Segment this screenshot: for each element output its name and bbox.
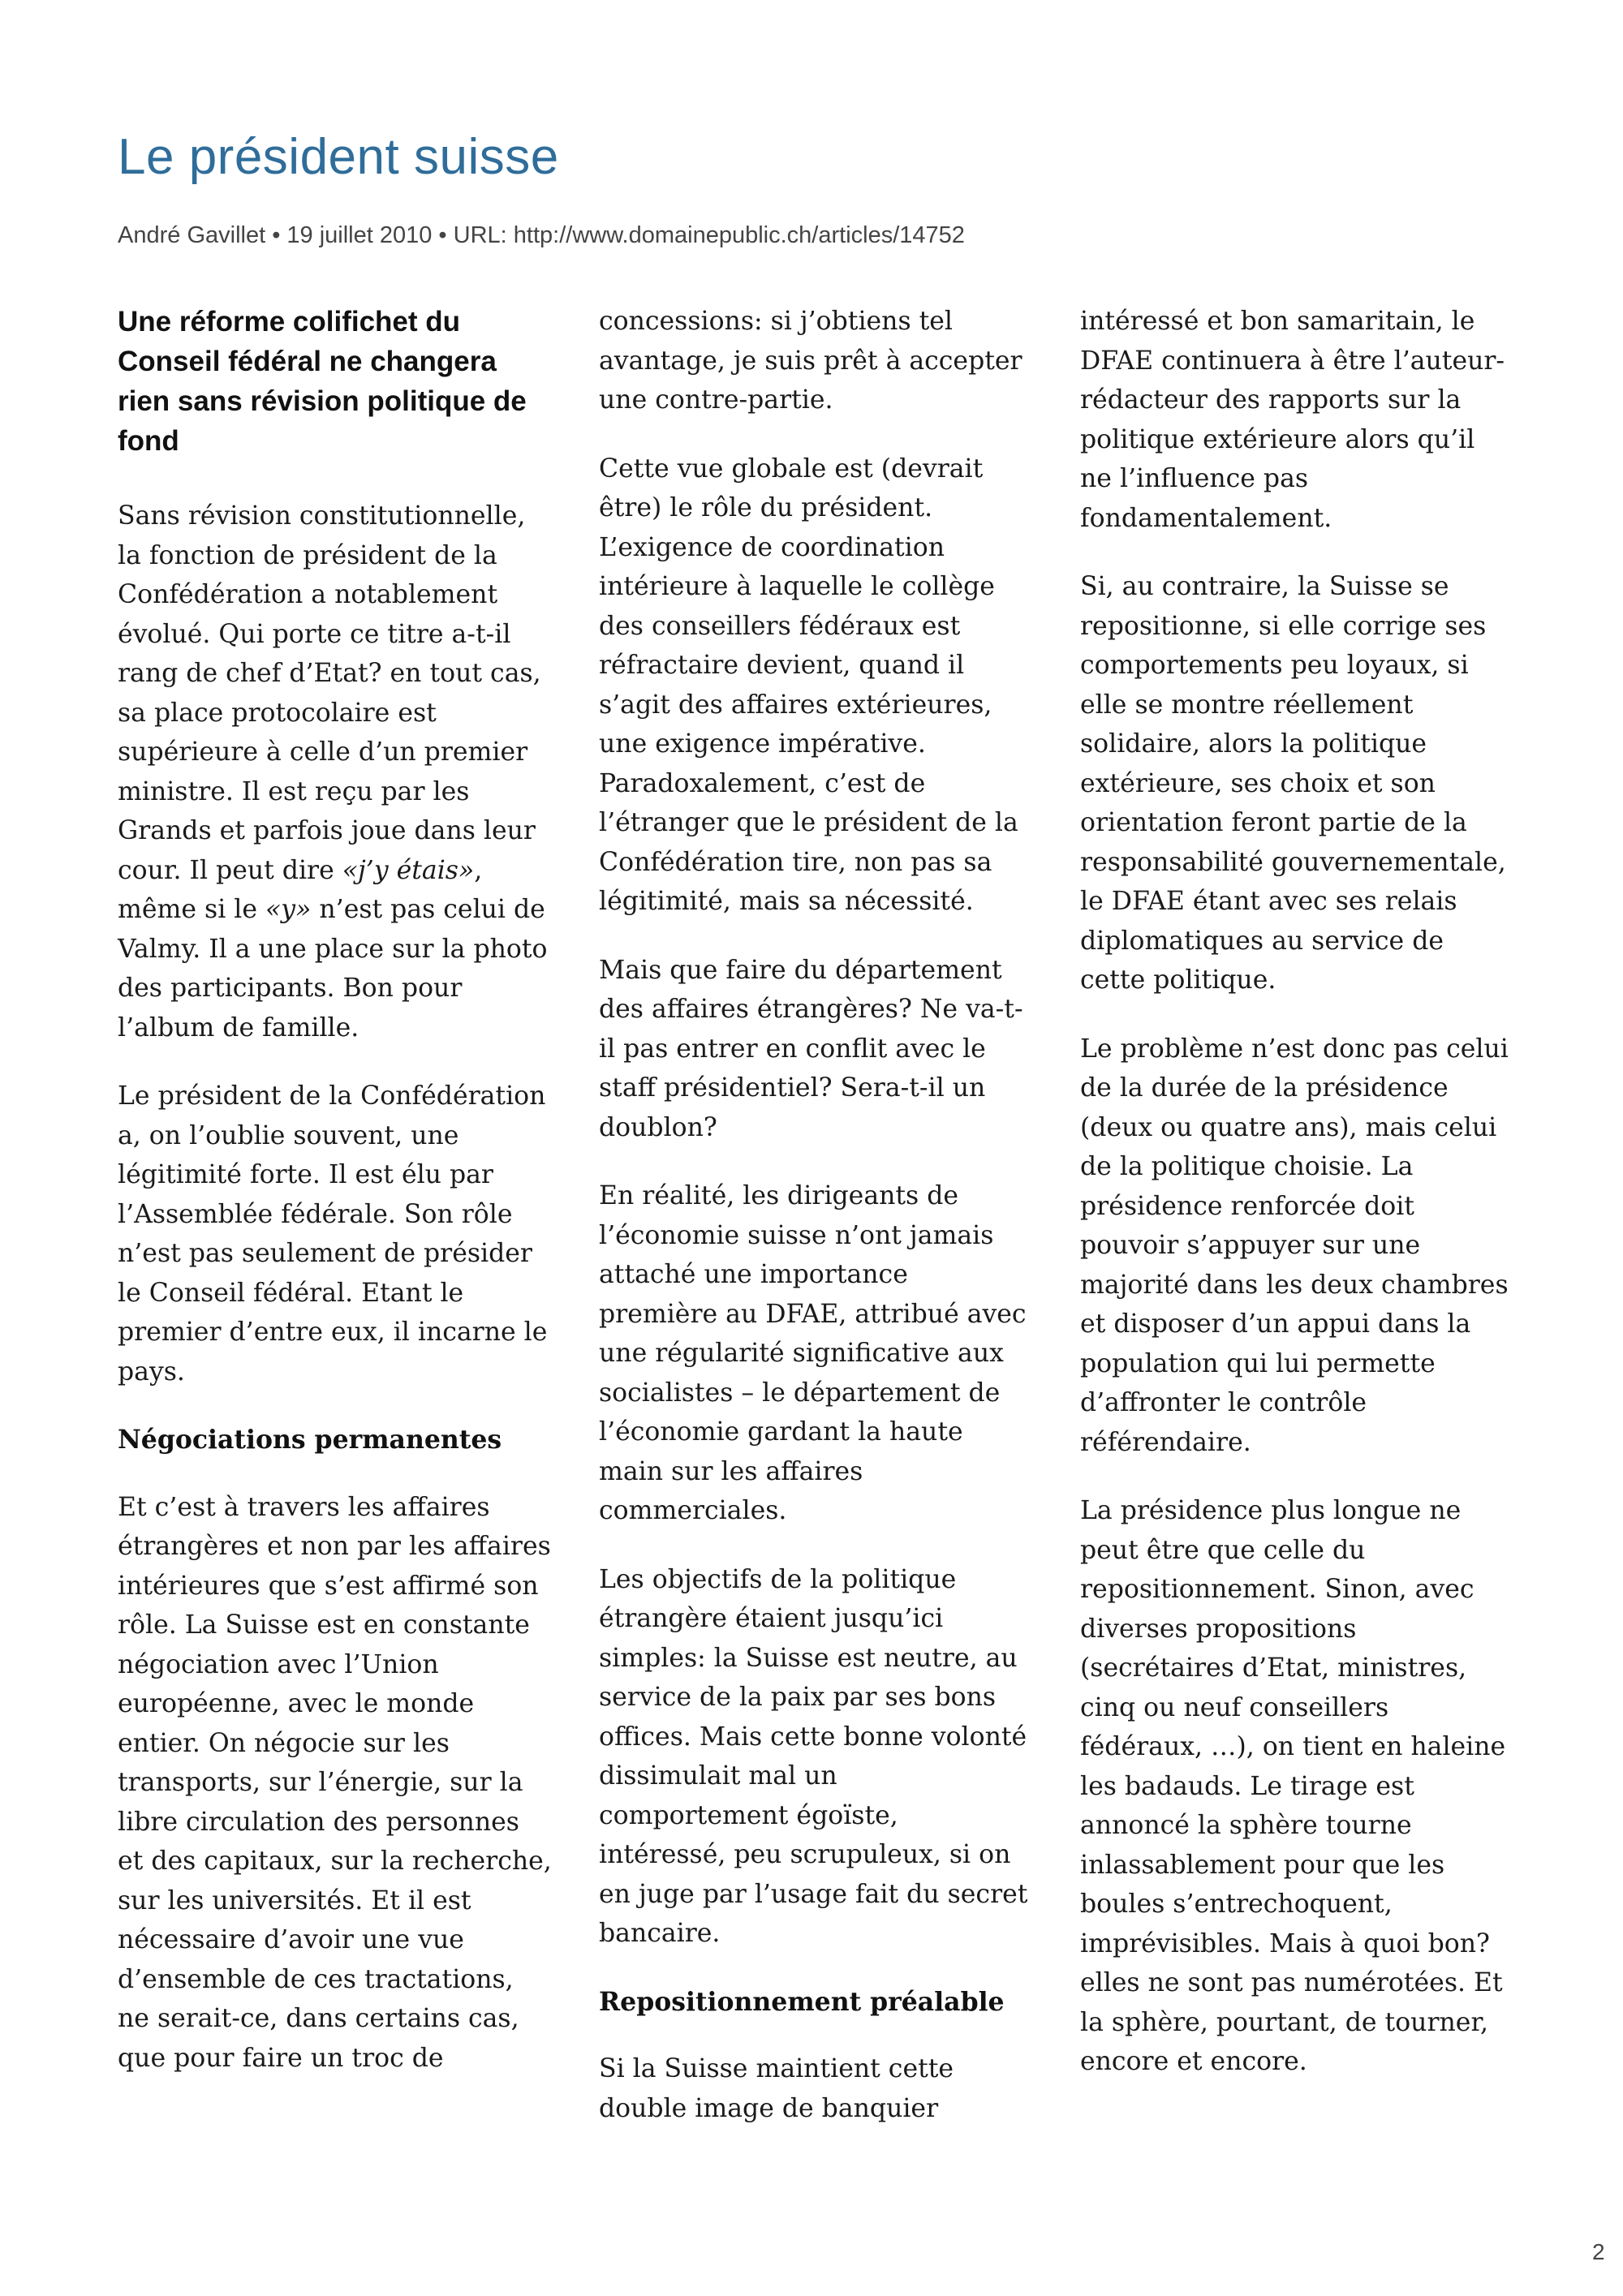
paragraph: intéressé et bon samaritain, le DFAE continuera à être l’auteur-rédacteur des rapports sur la politique extérieure alors qu’il ne l’influence pas fondamentalement. bbox=[1080, 307, 1505, 533]
paragraph: Et c’est à travers les affaires étrangères et non par les affaires intérieures que s’est affirmé son rôle. La Suisse est en constante négociation avec l’Union européenne, avec le monde entier. On négocie sur les transports, sur l’énergie, sur la libre circulation des personnes et des capitaux, sur la recherche, sur les universités. Et il est nécessaire d’avoir une vue d’ensemble de ces tractations, ne serait-ce, dans certains cas, que pour faire un troc de bbox=[118, 1492, 552, 2073]
paragraph-text: Sans révision constitutionnelle, la fonction de président de la Confédération a notablement évolué. Qui porte ce titre a-t-il rang de chef d’Etat? en tout cas, sa place protocolaire est supérieure à celle d’un premier ministre. Il est reçu par les Grands et parfois joue dans leur cour. Il peut dire bbox=[118, 501, 541, 885]
quote-text: «y» bbox=[265, 895, 312, 924]
paragraph: Cette vue globale est (devrait être) le rôle du président. L’exigence de coordination intérieure à laquelle le collège des conseillers fédéraux est réfractaire devient, quand il s’agit des affaires extérieures, une exigence impérative. Paradoxalement, c’est de l’étranger que le président de la Confédération tire, non pas sa légitimité, mais sa nécessité. bbox=[599, 454, 1018, 916]
column-2 bbox=[599, 302, 1033, 2157]
paragraph bbox=[118, 497, 552, 1047]
article-byline: André Gavillet • 19 juillet 2010 • URL: http://www.domainepublic.ch/articles/14752 bbox=[118, 222, 965, 248]
paragraph-text: n’est pas celui de Valmy. Il a une place sur la photo des participants. Bon pour l’album de famille. bbox=[118, 895, 548, 1043]
article-title: Le président suisse bbox=[118, 129, 559, 185]
column-3 bbox=[1080, 302, 1514, 2111]
paragraph-text: , même si le bbox=[118, 855, 483, 924]
paragraph: Si la Suisse maintient cette double image de banquier bbox=[599, 2054, 954, 2123]
subheading-negociations: Négociations permanentes bbox=[118, 1425, 502, 1455]
article-lede: Une réforme colifichet du Conseil fédéral ne changera rien sans révision politique de fond bbox=[118, 306, 527, 457]
paragraph: Le président de la Confédération a, on l’oublie souvent, une légitimité forte. Il est élu par l’Assemblée fédérale. Son rôle n’est pas seulement de présider le Conseil fédéral. Etant le premier d’entre eux, il incarne le pays. bbox=[118, 1081, 548, 1387]
paragraph: concessions: si j’obtiens tel avantage, je suis prêt à accepter une contre-partie. bbox=[599, 307, 1022, 415]
subheading-repositionnement: Repositionnement préalable bbox=[599, 1986, 1005, 2017]
paragraph: Si, au contraire, la Suisse se repositionne, si elle corrige ses comportements peu loyaux, si elle se montre réellement solidaire, alors la politique extérieure, ses choix et son orientation feront partie de la responsabilité gouvernementale, le DFAE étant avec ses relais diplomatiques au service de cette politique. bbox=[1080, 572, 1506, 995]
paragraph: La présidence plus longue ne peut être que celle du repositionnement. Sinon, avec diverses propositions (secrétaires d’Etat, ministres, cinq ou neuf conseillers fédéraux, …), on tient en haleine les badauds. Le tirage est annoncé la sphère tourne inlassablement pour que les boules s’entrechoquent, imprévisibles. Mais à quoi bon? elles ne sont pas numérotées. Et la sphère, pourtant, de tourner, encore et encore. bbox=[1080, 1496, 1506, 2076]
page-number: 2 bbox=[1592, 2239, 1605, 2264]
column-1 bbox=[118, 302, 552, 2107]
paragraph: Le problème n’est donc pas celui de la durée de la présidence (deux ou quatre ans), mais celui de la politique choisie. La présidence renforcée doit pouvoir s’appuyer sur une majorité dans les deux chambres et disposer d’un appui dans la population qui lui permette d’affronter le contrôle référendaire. bbox=[1080, 1034, 1509, 1457]
paragraph: Mais que faire du département des affaires étrangères? Ne va-t-il pas entrer en conflit avec le staff présidentiel? Sera-t-il un doublon? bbox=[599, 955, 1023, 1142]
quote-text: «j’y étais» bbox=[342, 855, 475, 885]
paragraph: En réalité, les dirigeants de l’économie suisse n’ont jamais attaché une importance première au DFAE, attribué avec une régularité significative aux socialistes – le département de l’économie gardant la haute main sur les affaires commerciales. bbox=[599, 1181, 1027, 1525]
paragraph: Les objectifs de la politique étrangère étaient jusqu’ici simples: la Suisse est neutre, au service de la paix par ses bons offices. Mais cette bonne volonté dissimulait mal un comportement égoïste, intéressé, peu scrupuleux, si on en juge par l’usage fait du secret bancaire. bbox=[599, 1564, 1028, 1948]
